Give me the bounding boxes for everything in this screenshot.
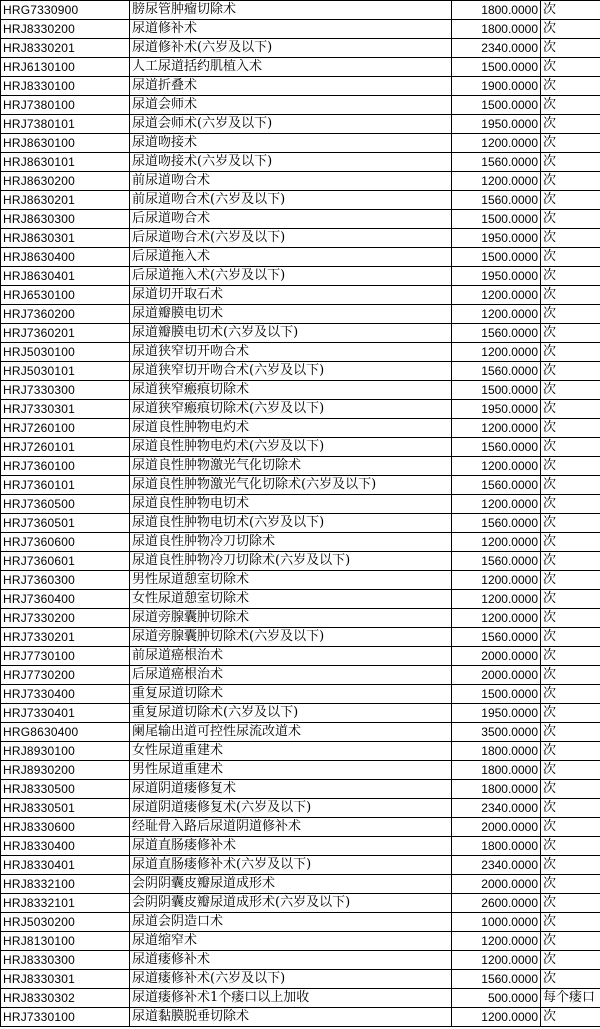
item-name-cell: 膀尿管肿瘤切除术: [130, 1, 452, 20]
item-unit-cell: 次: [541, 780, 600, 799]
item-price-cell: 1200.0000: [452, 305, 541, 324]
item-name-cell: 尿道狭窄切开吻合术(六岁及以下): [130, 362, 452, 381]
item-price-cell: 1950.0000: [452, 704, 541, 723]
item-code-cell: HRJ6130100: [1, 58, 130, 77]
item-price-cell: 1000.0000: [452, 913, 541, 932]
table-row: [1, 761, 600, 780]
item-code-cell: HRJ7360400: [1, 590, 130, 609]
table-row: [1, 913, 600, 932]
item-price-cell: 1560.0000: [452, 628, 541, 647]
item-price-cell: 1560.0000: [452, 476, 541, 495]
item-code-cell: HRJ8332101: [1, 894, 130, 913]
item-code-cell: HRJ8630200: [1, 172, 130, 191]
item-code-cell: HRJ8630300: [1, 210, 130, 229]
item-name-cell: 尿道瘘修补术(六岁及以下): [130, 970, 452, 989]
item-price-cell: 1900.0000: [452, 77, 541, 96]
item-code-cell: HRJ7360100: [1, 457, 130, 476]
item-unit-cell: 次: [541, 438, 600, 457]
item-name-cell: 尿道阴道瘘修复术(六岁及以下): [130, 799, 452, 818]
table-row: [1, 267, 600, 286]
item-price-cell: 1500.0000: [452, 58, 541, 77]
item-name-cell: 尿道良性肿物激光气化切除术: [130, 457, 452, 476]
item-name-cell: 男性尿道重建术: [130, 761, 452, 780]
item-price-cell: 2000.0000: [452, 647, 541, 666]
table-row: [1, 343, 600, 362]
item-unit-cell: 次: [541, 970, 600, 989]
item-price-cell: 2000.0000: [452, 818, 541, 837]
table-row: [1, 951, 600, 970]
item-price-cell: 1800.0000: [452, 1, 541, 20]
item-price-cell: 1200.0000: [452, 533, 541, 552]
table-row: [1, 989, 600, 1008]
item-name-cell: 尿道良性肿物电灼术(六岁及以下): [130, 438, 452, 457]
item-unit-cell: 次: [541, 381, 600, 400]
item-code-cell: HRJ7330301: [1, 400, 130, 419]
item-code-cell: HRJ8330600: [1, 818, 130, 837]
item-code-cell: HRJ8330100: [1, 77, 130, 96]
item-name-cell: 前尿道癌根治术: [130, 647, 452, 666]
item-name-cell: 尿道切开取石术: [130, 286, 452, 305]
item-name-cell: 尿道瓣膜电切术: [130, 305, 452, 324]
table-row: [1, 590, 600, 609]
item-name-cell: 尿道良性肿物冷刀切除术: [130, 533, 452, 552]
item-code-cell: HRJ8332100: [1, 875, 130, 894]
item-unit-cell: 次: [541, 1, 600, 20]
item-price-cell: 2000.0000: [452, 666, 541, 685]
item-name-cell: 尿道狭窄切开吻合术: [130, 343, 452, 362]
item-name-cell: 尿道缩窄术: [130, 932, 452, 951]
item-price-cell: 2600.0000: [452, 894, 541, 913]
item-price-cell: 1950.0000: [452, 400, 541, 419]
table-row: [1, 837, 600, 856]
item-name-cell: 人工尿道括约肌植入术: [130, 58, 452, 77]
item-price-cell: 1800.0000: [452, 20, 541, 39]
item-code-cell: HRJ7360500: [1, 495, 130, 514]
item-price-cell: 1500.0000: [452, 685, 541, 704]
item-unit-cell: 次: [541, 134, 600, 153]
table-row: [1, 362, 600, 381]
table-row: [1, 628, 600, 647]
item-price-cell: 1800.0000: [452, 780, 541, 799]
table-row: [1, 875, 600, 894]
item-price-cell: 1200.0000: [452, 571, 541, 590]
item-name-cell: 尿道良性肿物激光气化切除术(六岁及以下): [130, 476, 452, 495]
item-unit-cell: 次: [541, 609, 600, 628]
item-code-cell: HRJ7360601: [1, 552, 130, 571]
item-unit-cell: 次: [541, 628, 600, 647]
item-name-cell: 尿道会师术: [130, 96, 452, 115]
table-row: [1, 780, 600, 799]
table-row: [1, 305, 600, 324]
table-row: [1, 609, 600, 628]
table-row: [1, 172, 600, 191]
item-code-cell: HRJ8330400: [1, 837, 130, 856]
table-row: [1, 723, 600, 742]
price-table-body: [1, 1, 600, 1027]
item-name-cell: 尿道阴道瘘修复术: [130, 780, 452, 799]
item-name-cell: 尿道黏膜脱垂切除术: [130, 1008, 452, 1027]
item-name-cell: 尿道良性肿物电灼术: [130, 419, 452, 438]
item-unit-cell: 次: [541, 248, 600, 267]
item-code-cell: HRJ7360201: [1, 324, 130, 343]
item-unit-cell: 次: [541, 362, 600, 381]
item-name-cell: 后尿道拖入术(六岁及以下): [130, 267, 452, 286]
item-unit-cell: 次: [541, 20, 600, 39]
item-unit-cell: 次: [541, 552, 600, 571]
item-price-cell: 1200.0000: [452, 286, 541, 305]
item-unit-cell: 次: [541, 210, 600, 229]
item-unit-cell: 次: [541, 742, 600, 761]
item-code-cell: HRJ8630400: [1, 248, 130, 267]
item-unit-cell: 次: [541, 400, 600, 419]
item-code-cell: HRJ7380100: [1, 96, 130, 115]
item-price-cell: 2340.0000: [452, 856, 541, 875]
item-code-cell: HRJ6530100: [1, 286, 130, 305]
item-code-cell: HRJ7360300: [1, 571, 130, 590]
table-row: [1, 647, 600, 666]
table-row: [1, 457, 600, 476]
table-row: [1, 191, 600, 210]
item-price-cell: 1560.0000: [452, 514, 541, 533]
item-name-cell: 女性尿道憩室切除术: [130, 590, 452, 609]
table-row: [1, 685, 600, 704]
table-row: [1, 894, 600, 913]
item-unit-cell: 次: [541, 533, 600, 552]
item-unit-cell: 次: [541, 495, 600, 514]
table-row: [1, 970, 600, 989]
item-unit-cell: 次: [541, 58, 600, 77]
item-code-cell: HRJ7330401: [1, 704, 130, 723]
item-name-cell: 尿道良性肿物电切术: [130, 495, 452, 514]
item-code-cell: HRJ8330301: [1, 970, 130, 989]
item-price-cell: 1500.0000: [452, 210, 541, 229]
item-unit-cell: 次: [541, 818, 600, 837]
item-price-cell: 2340.0000: [452, 799, 541, 818]
item-unit-cell: 每个瘘口: [541, 989, 600, 1008]
item-code-cell: HRJ8330302: [1, 989, 130, 1008]
item-unit-cell: 次: [541, 894, 600, 913]
table-row: [1, 115, 600, 134]
item-code-cell: HRJ8630301: [1, 229, 130, 248]
item-price-cell: 1560.0000: [452, 153, 541, 172]
item-price-cell: 1560.0000: [452, 552, 541, 571]
item-code-cell: HRJ8630100: [1, 134, 130, 153]
item-price-cell: 1950.0000: [452, 115, 541, 134]
item-unit-cell: 次: [541, 229, 600, 248]
item-code-cell: HRJ8330501: [1, 799, 130, 818]
item-code-cell: HRJ8330200: [1, 20, 130, 39]
item-price-cell: 1200.0000: [452, 343, 541, 362]
item-name-cell: 女性尿道重建术: [130, 742, 452, 761]
table-row: [1, 77, 600, 96]
item-name-cell: 尿道旁腺囊肿切除术(六岁及以下): [130, 628, 452, 647]
item-code-cell: HRJ5030200: [1, 913, 130, 932]
item-unit-cell: 次: [541, 856, 600, 875]
item-unit-cell: 次: [541, 457, 600, 476]
item-code-cell: HRJ7260101: [1, 438, 130, 457]
item-name-cell: 重复尿道切除术(六岁及以下): [130, 704, 452, 723]
table-row: [1, 799, 600, 818]
item-code-cell: HRJ7330400: [1, 685, 130, 704]
item-name-cell: 前尿道吻合术(六岁及以下): [130, 191, 452, 210]
item-unit-cell: 次: [541, 704, 600, 723]
item-name-cell: 尿道直肠瘘修补术(六岁及以下): [130, 856, 452, 875]
table-row: [1, 96, 600, 115]
item-price-cell: 1200.0000: [452, 457, 541, 476]
item-unit-cell: 次: [541, 305, 600, 324]
item-price-cell: 1560.0000: [452, 191, 541, 210]
item-name-cell: 尿道吻接术: [130, 134, 452, 153]
item-code-cell: HRJ8930100: [1, 742, 130, 761]
table-row: [1, 134, 600, 153]
item-price-cell: 1200.0000: [452, 134, 541, 153]
table-row: [1, 210, 600, 229]
item-unit-cell: 次: [541, 761, 600, 780]
item-name-cell: 会阴阴囊皮瓣尿道成形术(六岁及以下): [130, 894, 452, 913]
item-price-cell: 1560.0000: [452, 438, 541, 457]
item-unit-cell: 次: [541, 1008, 600, 1027]
item-price-cell: 1200.0000: [452, 172, 541, 191]
item-unit-cell: 次: [541, 191, 600, 210]
table-row: [1, 666, 600, 685]
item-unit-cell: 次: [541, 799, 600, 818]
item-code-cell: HRG7330900: [1, 1, 130, 20]
item-unit-cell: 次: [541, 590, 600, 609]
item-unit-cell: 次: [541, 666, 600, 685]
item-unit-cell: 次: [541, 837, 600, 856]
item-name-cell: 尿道修补术(六岁及以下): [130, 39, 452, 58]
item-price-cell: 1560.0000: [452, 324, 541, 343]
item-code-cell: HRJ7330100: [1, 1008, 130, 1027]
item-name-cell: 尿道修补术: [130, 20, 452, 39]
item-price-cell: 1200.0000: [452, 1008, 541, 1027]
item-name-cell: 尿道会阴造口术: [130, 913, 452, 932]
item-code-cell: HRJ8330500: [1, 780, 130, 799]
item-unit-cell: 次: [541, 115, 600, 134]
item-price-cell: 1950.0000: [452, 267, 541, 286]
item-price-cell: 1200.0000: [452, 932, 541, 951]
table-row: [1, 229, 600, 248]
item-price-cell: 1800.0000: [452, 761, 541, 780]
table-row: [1, 476, 600, 495]
item-name-cell: 阑尾输出道可控性尿流改道术: [130, 723, 452, 742]
item-price-cell: 1500.0000: [452, 96, 541, 115]
item-unit-cell: 次: [541, 96, 600, 115]
item-code-cell: HRJ7360600: [1, 533, 130, 552]
table-row: [1, 932, 600, 951]
table-row: [1, 742, 600, 761]
item-unit-cell: 次: [541, 685, 600, 704]
item-price-cell: 2000.0000: [452, 875, 541, 894]
item-code-cell: HRJ7260100: [1, 419, 130, 438]
item-unit-cell: 次: [541, 343, 600, 362]
item-unit-cell: 次: [541, 77, 600, 96]
item-name-cell: 尿道狭窄瘢痕切除术: [130, 381, 452, 400]
table-row: [1, 324, 600, 343]
table-row: [1, 552, 600, 571]
item-price-cell: 1950.0000: [452, 229, 541, 248]
item-unit-cell: 次: [541, 932, 600, 951]
table-row: [1, 1008, 600, 1027]
table-row: [1, 153, 600, 172]
item-name-cell: 会阴阴囊皮瓣尿道成形术: [130, 875, 452, 894]
item-unit-cell: 次: [541, 419, 600, 438]
item-name-cell: 尿道瘘修补术: [130, 951, 452, 970]
item-unit-cell: 次: [541, 286, 600, 305]
table-row: [1, 381, 600, 400]
item-name-cell: 尿道瓣膜电切术(六岁及以下): [130, 324, 452, 343]
table-row: [1, 248, 600, 267]
item-code-cell: HRJ7330300: [1, 381, 130, 400]
item-price-cell: 1200.0000: [452, 609, 541, 628]
item-unit-cell: 次: [541, 647, 600, 666]
item-code-cell: HRJ7330201: [1, 628, 130, 647]
item-code-cell: HRJ8330300: [1, 951, 130, 970]
item-name-cell: 尿道吻接术(六岁及以下): [130, 153, 452, 172]
item-name-cell: 尿道狭窄瘢痕切除术(六岁及以下): [130, 400, 452, 419]
item-code-cell: HRJ5030100: [1, 343, 130, 362]
item-unit-cell: 次: [541, 267, 600, 286]
item-code-cell: HRJ7730200: [1, 666, 130, 685]
item-price-cell: 1560.0000: [452, 362, 541, 381]
table-row: [1, 1, 600, 20]
item-price-cell: 2340.0000: [452, 39, 541, 58]
table-row: [1, 704, 600, 723]
table-row: [1, 495, 600, 514]
item-code-cell: HRJ7360101: [1, 476, 130, 495]
item-unit-cell: 次: [541, 951, 600, 970]
item-unit-cell: 次: [541, 476, 600, 495]
item-code-cell: HRJ5030101: [1, 362, 130, 381]
item-name-cell: 后尿道拖入术: [130, 248, 452, 267]
table-row: [1, 533, 600, 552]
item-code-cell: HRJ8930200: [1, 761, 130, 780]
table-row: [1, 286, 600, 305]
item-code-cell: HRJ7330200: [1, 609, 130, 628]
item-code-cell: HRJ8330201: [1, 39, 130, 58]
item-unit-cell: 次: [541, 723, 600, 742]
item-name-cell: 后尿道吻合术: [130, 210, 452, 229]
item-price-cell: 1200.0000: [452, 951, 541, 970]
item-code-cell: HRJ7730100: [1, 647, 130, 666]
item-unit-cell: 次: [541, 913, 600, 932]
item-name-cell: 尿道折叠术: [130, 77, 452, 96]
item-price-cell: 1500.0000: [452, 381, 541, 400]
item-name-cell: 尿道直肠瘘修补术: [130, 837, 452, 856]
table-row: [1, 58, 600, 77]
item-name-cell: 重复尿道切除术: [130, 685, 452, 704]
item-unit-cell: 次: [541, 172, 600, 191]
item-unit-cell: 次: [541, 514, 600, 533]
item-code-cell: HRG8630400: [1, 723, 130, 742]
item-price-cell: 1800.0000: [452, 742, 541, 761]
item-name-cell: 尿道旁腺囊肿切除术: [130, 609, 452, 628]
item-name-cell: 男性尿道憩室切除术: [130, 571, 452, 590]
item-price-cell: 1200.0000: [452, 495, 541, 514]
table-row: [1, 39, 600, 58]
item-price-cell: 3500.0000: [452, 723, 541, 742]
item-code-cell: HRJ8330401: [1, 856, 130, 875]
item-unit-cell: 次: [541, 571, 600, 590]
item-code-cell: HRJ8630201: [1, 191, 130, 210]
item-unit-cell: 次: [541, 39, 600, 58]
item-name-cell: 后尿道吻合术(六岁及以下): [130, 229, 452, 248]
item-price-cell: 1200.0000: [452, 419, 541, 438]
table-row: [1, 400, 600, 419]
item-name-cell: 后尿道癌根治术: [130, 666, 452, 685]
item-name-cell: 尿道会师术(六岁及以下): [130, 115, 452, 134]
table-row: [1, 20, 600, 39]
item-unit-cell: 次: [541, 324, 600, 343]
table-row: [1, 514, 600, 533]
item-code-cell: HRJ7360200: [1, 305, 130, 324]
table-row: [1, 571, 600, 590]
item-name-cell: 经耻骨入路后尿道阴道修补术: [130, 818, 452, 837]
table-row: [1, 856, 600, 875]
table-row: [1, 419, 600, 438]
item-price-cell: 1560.0000: [452, 970, 541, 989]
item-name-cell: 尿道良性肿物电切术(六岁及以下): [130, 514, 452, 533]
item-name-cell: 尿道良性肿物冷刀切除术(六岁及以下): [130, 552, 452, 571]
item-name-cell: 前尿道吻合术: [130, 172, 452, 191]
table-row: [1, 438, 600, 457]
item-price-cell: 1800.0000: [452, 837, 541, 856]
item-unit-cell: 次: [541, 875, 600, 894]
item-code-cell: HRJ8630401: [1, 267, 130, 286]
table-row: [1, 818, 600, 837]
item-name-cell: 尿道瘘修补术1个瘘口以上加收: [130, 989, 452, 1008]
item-unit-cell: 次: [541, 153, 600, 172]
item-price-cell: 1500.0000: [452, 248, 541, 267]
item-price-cell: 500.0000: [452, 989, 541, 1008]
item-code-cell: HRJ7360501: [1, 514, 130, 533]
item-code-cell: HRJ7380101: [1, 115, 130, 134]
item-price-cell: 1200.0000: [452, 590, 541, 609]
item-code-cell: HRJ8630101: [1, 153, 130, 172]
item-code-cell: HRJ8130100: [1, 932, 130, 951]
